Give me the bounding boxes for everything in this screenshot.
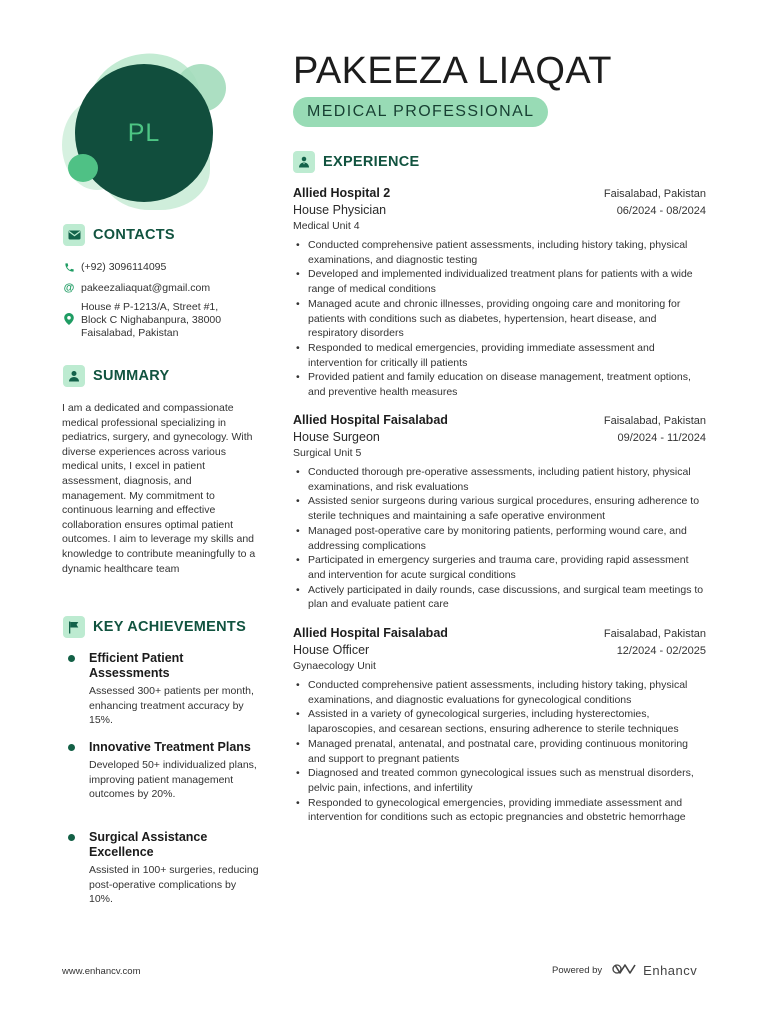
email-text: pakeezaliaquat@gmail.com	[81, 282, 211, 294]
location-pin-icon	[63, 301, 75, 325]
achievement-title: Innovative Treatment Plans	[89, 740, 251, 754]
job-bullet: • Managed post-operative care by monitoring patients, performing wound care, and addressing complications	[293, 524, 706, 553]
job-company: Allied Hospital Faisalabad	[293, 413, 448, 427]
job-bullet: • Assisted senior surgeons during various surgical procedures, ensuring adherence to sterile techniques and maintaining a safe operative environment	[293, 494, 706, 523]
role-text: MEDICAL PROFESSIONAL	[307, 103, 535, 120]
achievement-title: Surgical Assistance Excellence	[89, 830, 208, 859]
job-bullets	[293, 465, 706, 612]
phone-text: (+92) 3096114095	[81, 261, 167, 273]
job-bullets	[293, 678, 706, 825]
job-bullet: • Conducted thorough pre-operative assessments, including patient history, physical examinations, and risk evaluations	[293, 465, 706, 494]
avatar-initials: PL	[127, 118, 161, 147]
job-dates: 09/2024 - 11/2024	[617, 432, 706, 444]
address-line-2: Block C Nighabanpura, 38000	[81, 314, 222, 326]
experience-heading	[293, 151, 419, 173]
job-bullet: • Actively participated in daily rounds, case discussions, and surgical team meetings to plan and evaluate patient care	[293, 583, 706, 612]
mail-icon	[63, 224, 85, 246]
contact-address	[63, 301, 221, 340]
job-bullet: • Managed prenatal, antenatal, and postnatal care, providing continuous monitoring and support to pregnant patients	[293, 737, 706, 766]
job-bullet: • Conducted comprehensive patient assessments, including history taking, physical examinations, and diagnostic testing	[293, 238, 706, 267]
job-bullet: • Responded to medical emergencies, providing immediate assessment and intervention for critically ill patients	[293, 341, 706, 370]
job-bullet: • Conducted comprehensive patient assessments, including history taking, physical examinations, and diagnostic evaluations for gynecological conditions	[293, 678, 706, 707]
job-title: House Officer	[293, 643, 370, 657]
job-unit: Surgical Unit 5	[293, 447, 362, 459]
address-line-3: Faisalabad, Pakistan	[81, 327, 179, 339]
bullet-dot-icon	[68, 655, 75, 662]
job-bullet: • Assisted in a variety of gynecological surgeries, including hysterectomies, laparoscopies, and cesarean sections, ensuring adherence to sterile techniques	[293, 707, 706, 736]
role-badge	[293, 97, 548, 127]
job-title: House Surgeon	[293, 430, 380, 444]
footer-site-link[interactable]: www.enhancv.com	[62, 966, 141, 977]
job-entry	[293, 626, 706, 825]
contacts-title: CONTACTS	[93, 227, 175, 243]
job-bullet: • Participated in emergency surgeries and trauma care, providing rapid assessment and intervention for acute surgical conditions	[293, 553, 706, 582]
job-bullet: • Responded to gynecological emergencies, providing immediate assessment and intervention for conditions such as ectopic pregnancies and obstetric hemorrhage	[293, 796, 706, 825]
avatar-decoration	[60, 50, 230, 210]
at-icon: @	[63, 282, 75, 294]
briefcase-person-icon	[293, 151, 315, 173]
experience-title: EXPERIENCE	[323, 154, 420, 170]
brand-name: Enhancv	[643, 963, 698, 978]
job-company: Allied Hospital 2	[293, 186, 391, 200]
achievement-item	[66, 740, 266, 802]
job-bullet: • Managed acute and chronic illnesses, providing ongoing care and monitoring for patients with conditions such as diabetes, hypertension, heart disease, and respiratory disorders	[293, 297, 706, 341]
job-unit: Medical Unit 4	[293, 220, 360, 232]
job-company: Allied Hospital Faisalabad	[293, 626, 448, 640]
job-location: Faisalabad, Pakistan	[603, 415, 706, 427]
job-dates: 12/2024 - 02/2025	[616, 645, 706, 657]
flag-icon	[63, 616, 85, 638]
enhancv-brand-link[interactable]	[612, 962, 697, 979]
achievement-desc: Assisted in 100+ surgeries, reducing post-operative complications by 10%.	[89, 864, 259, 906]
achievements-heading	[63, 616, 246, 638]
job-dates: 06/2024 - 08/2024	[616, 205, 706, 217]
contact-phone[interactable]	[63, 261, 166, 274]
summary-title: SUMMARY	[93, 368, 170, 384]
job-title: House Physician	[293, 203, 387, 217]
achievement-item	[66, 830, 266, 907]
achievement-desc: Assessed 300+ patients per month, enhancing treatment accuracy by 15%.	[89, 685, 254, 727]
job-entry	[293, 186, 706, 400]
contacts-heading	[63, 224, 175, 246]
job-bullet: • Diagnosed and treated common gynecological issues such as menstrual disorders, pelvic pain, infections, and infertility	[293, 766, 706, 795]
bullet-dot-icon	[68, 744, 75, 751]
powered-by-text: Powered by	[552, 965, 603, 976]
job-bullets	[293, 238, 706, 400]
achievement-item	[66, 651, 266, 728]
job-location: Faisalabad, Pakistan	[603, 628, 706, 640]
job-unit: Gynaecology Unit	[293, 660, 376, 672]
achievements-title: KEY ACHIEVEMENTS	[93, 619, 247, 635]
achievement-title: Efficient Patient Assessments	[89, 651, 184, 680]
phone-icon	[63, 261, 75, 273]
job-entry	[293, 413, 706, 612]
summary-heading	[63, 365, 169, 387]
footer-branding	[552, 962, 697, 979]
decor-blob	[68, 154, 98, 182]
avatar	[75, 64, 213, 202]
enhancv-logo-icon	[612, 962, 638, 979]
job-location: Faisalabad, Pakistan	[603, 188, 706, 200]
summary-text: I am a dedicated and compassionate medical professional specializing in pediatrics, surgery, and gynecology. With diverse experiences across various medical units, I excel in patient assessment, diagnosis, and management. My commitment to continuous learning and effective collaboration ensures optimal patient outcomes. I aim to leverage my skills and knowledge to contribute meaningfully to a dynamic healthcare team	[62, 402, 256, 575]
job-bullet: • Provided patient and family education on disease management, treatment options, and preventive health measures	[293, 370, 706, 399]
contact-email[interactable]	[63, 282, 210, 295]
achievement-desc: Developed 50+ individualized plans, improving patient management outcomes by 20%.	[89, 759, 257, 801]
job-bullet: • Developed and implemented individualized treatment plans for patients with a wide range of medical conditions	[293, 267, 706, 296]
address-line-1: House # P-1213/A, Street #1,	[81, 301, 219, 313]
candidate-name: PAKEEZA LIAQAT	[293, 50, 612, 92]
person-icon	[63, 365, 85, 387]
bullet-dot-icon	[68, 834, 75, 841]
